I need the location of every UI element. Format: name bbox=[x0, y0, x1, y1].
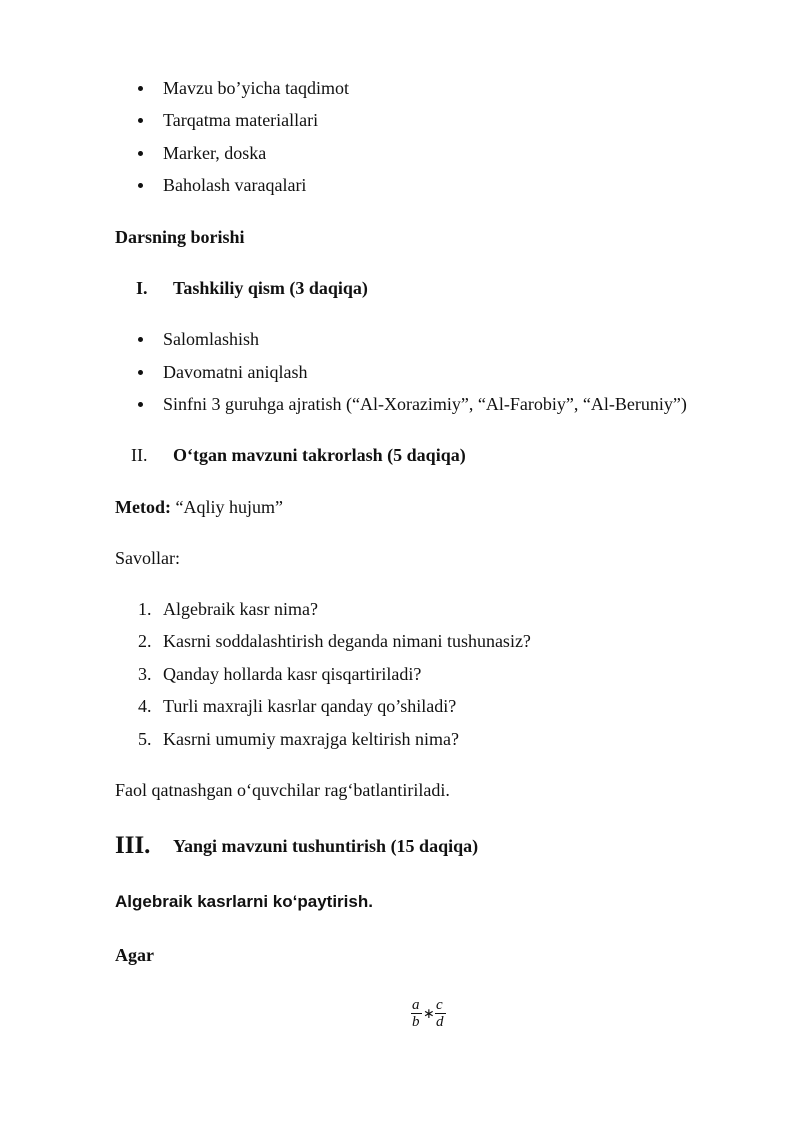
bullet bbox=[138, 118, 143, 123]
fraction-product-formula bbox=[409, 998, 449, 1034]
lesson-heading: Darsning borishi bbox=[115, 227, 245, 247]
list-item: Baholash varaqalari bbox=[163, 175, 307, 195]
question-number: 3. bbox=[138, 664, 152, 684]
list-item: Sinfni 3 guruhga ajratish (“Al-Xorazimiy”, “Al-Farobiy”, “Al-Beruniy”) bbox=[163, 394, 687, 414]
method-label: Metod: bbox=[115, 497, 171, 517]
bullet bbox=[138, 151, 143, 156]
denominator-b: b bbox=[412, 1014, 420, 1030]
bullet bbox=[138, 183, 143, 188]
encouragement-text: Faol qatnashgan o‘quvchilar rag‘batlantiriladi. bbox=[115, 780, 450, 800]
section-title: Tashkiliy qism (3 daqiqa) bbox=[173, 278, 368, 298]
section-title: O‘tgan mavzuni takrorlash (5 daqiqa) bbox=[173, 445, 466, 465]
method-line bbox=[115, 498, 283, 516]
question-text: Algebraik kasr nima? bbox=[163, 599, 318, 619]
question-text: Kasrni umumiy maxrajga keltirish nima? bbox=[163, 729, 459, 749]
list-item: Mavzu bo’yicha taqdimot bbox=[163, 78, 349, 98]
section-numeral: III. bbox=[115, 832, 151, 859]
numerator-c: c bbox=[436, 997, 443, 1013]
method-value: “Aqliy hujum” bbox=[170, 497, 283, 517]
questions-heading: Savollar: bbox=[115, 548, 180, 568]
multiply-operator: ∗ bbox=[423, 1007, 435, 1022]
question-number: 5. bbox=[138, 729, 152, 749]
bullet bbox=[138, 86, 143, 91]
list-item: Salomlashish bbox=[163, 329, 260, 349]
question-number: 2. bbox=[138, 631, 152, 651]
question-text: Turli maxrajli kasrlar qanday qo’shiladi? bbox=[163, 696, 457, 716]
question-number: 4. bbox=[138, 696, 152, 716]
section-numeral: II. bbox=[131, 445, 148, 465]
bullet bbox=[138, 370, 143, 375]
section-numeral: I. bbox=[136, 278, 148, 298]
section-title: Yangi mavzuni tushuntirish (15 daqiqa) bbox=[173, 836, 479, 856]
subtopic-heading: Algebraik kasrlarni ko‘paytirish. bbox=[115, 892, 373, 911]
list-item: Davomatni aniqlash bbox=[163, 362, 308, 382]
question-number: 1. bbox=[138, 599, 152, 619]
question-text: Kasrni soddalashtirish deganda nimani tushunasiz? bbox=[163, 631, 531, 651]
bullet bbox=[138, 337, 143, 342]
bullet bbox=[138, 402, 143, 407]
denominator-d: d bbox=[436, 1014, 444, 1030]
agar-label: Agar bbox=[115, 945, 154, 965]
question-text: Qanday hollarda kasr qisqartiriladi? bbox=[163, 664, 422, 684]
list-item: Marker, doska bbox=[163, 143, 267, 163]
numerator-a: a bbox=[412, 997, 420, 1013]
list-item: Tarqatma materiallari bbox=[163, 110, 319, 130]
